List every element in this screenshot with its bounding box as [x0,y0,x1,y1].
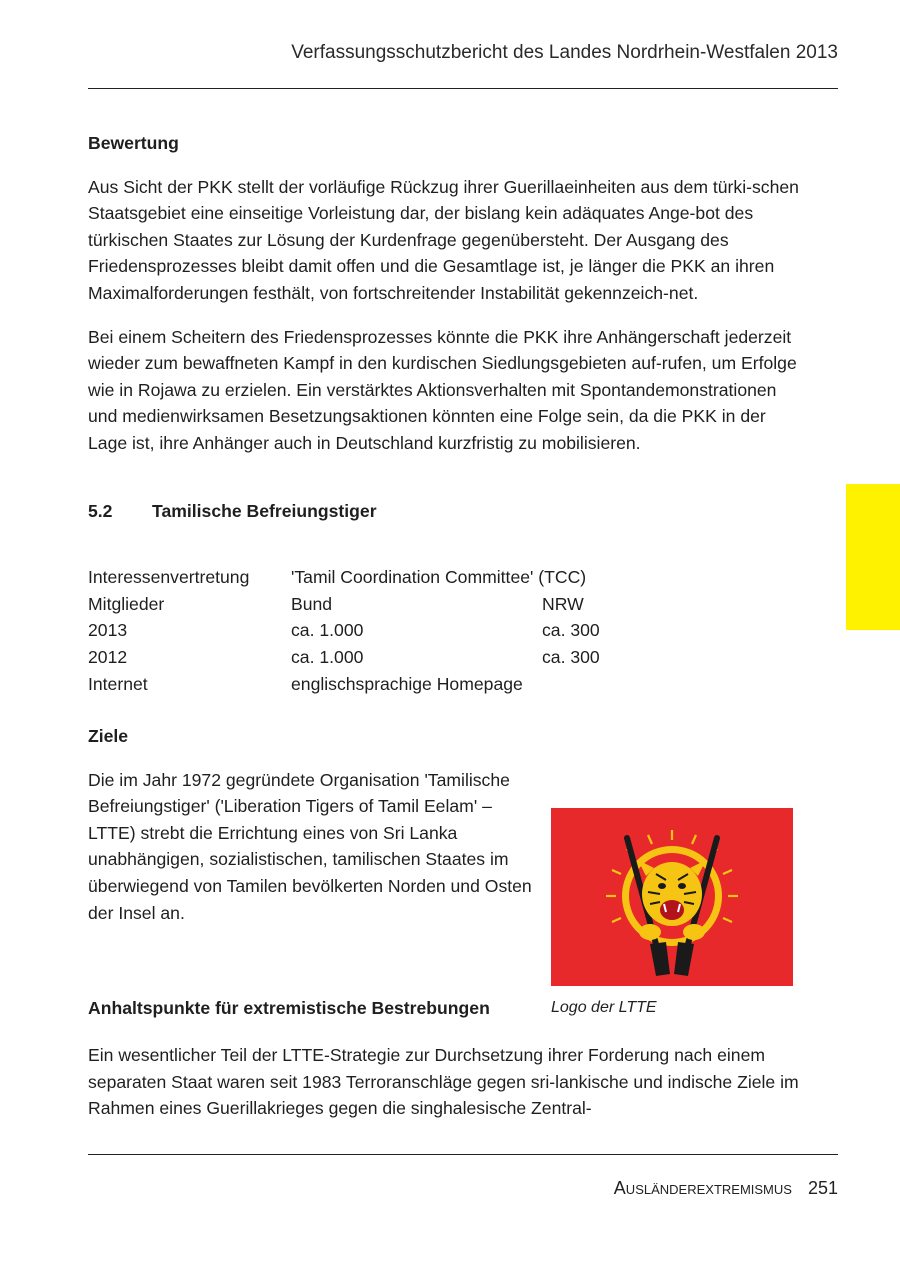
table-cell: ca. 1.000 [291,620,364,641]
anhaltspunkte-heading: Anhaltspunkte für extremistische Bestrebungen [88,998,490,1018]
running-header: Verfassungsschutzbericht des Landes Nordrhein-Westfalen 2013 [291,42,838,63]
table-cell: Mitglieder [88,593,165,614]
table-cell: Internet [88,673,148,694]
page-number: 251 [807,1178,838,1198]
header-rule [88,88,838,89]
image-caption: Logo der LTTE [551,999,657,1016]
anhaltspunkte-paragraph: Ein wesentlicher Teil der LTTE-Strategie zur Durchsetzung ihrer Forderung nach einem separaten Staat waren seit 1983 Terroranschläge gegen sri-lankische und indische Ziele im Rahmen eines Guerillakrieges gegen die singhalesische Zentral- [88,1045,799,1119]
section-title: Tamilische Befreiungstiger [152,500,377,521]
table-row [88,644,612,671]
table-row [88,591,612,618]
table-cell: NRW [542,593,584,614]
chapter-tab-marker [846,484,900,630]
footer-chapter: Ausländerextremismus [613,1178,792,1198]
main-content [88,130,808,926]
bewertung-paragraph-2: Bei einem Scheitern des Friedensprozesses könnte die PKK ihre Anhängerschaft jederzeit wieder zum bewaffneten Kampf in den kurdischen Siedlungsgebieten auf-rufen, um Erfolge wie in Rojawa zu erzielen. Ein verstärktes Aktionsverhalten mit Spontandemonstrationen und medienwirksamen Besetzungsaktionen könnten eine Folge sein, da die PKK in der Lage ist, ihre Anhänger auch in Deutschland kurzfristig zu mobilisieren. [88,326,797,453]
table-row [88,671,612,698]
section-heading [88,498,808,525]
footer-rule [88,1154,838,1155]
facts-table [88,564,612,697]
table-cell: Interessenvertretung [88,567,250,588]
bewertung-heading: Bewertung [88,133,179,153]
table-row [88,617,612,644]
table-cell: Bund [291,593,333,614]
ltte-flag-tiger-icon [551,808,793,986]
table-cell: 'Tamil Coordination Committee' (TCC) [291,567,587,588]
table-cell: ca. 1.000 [291,646,364,667]
page-footer [614,1178,838,1199]
table-cell: englischsprachige Homepage [291,673,523,694]
ziele-paragraph: Die im Jahr 1972 gegründete Organisation 'Tamilische Befreiungstiger' ('Liberation Tigers of Tamil Eelam' – LTTE) strebt die Errichtung eines von Sri Lanka unabhängigen, sozialistischen, tamilischen Staates im überwiegend von Tamilen bevölkerten Norden und Osten der Insel an. [88,769,532,923]
table-cell: ca. 300 [542,620,600,641]
table-cell: 2012 [88,646,128,667]
table-cell: ca. 300 [542,646,600,667]
bewertung-paragraph-1: Aus Sicht der PKK stellt der vorläufige Rückzug ihrer Guerillaeinheiten aus dem türki-schen Staatsgebiet eine einseitige Vorleistung dar, der bislang kein adäquates Ange-bot des türkischen Staates zur Lösung der Kurdenfrage gegenübersteht. Der Ausgang des Friedensprozesses bleibt damit offen und die Gesamtlage ist, je länger die PKK an ihren Maximalforderungen festhält, von fortschreitender Instabilität gekennzeich-net. [88,176,799,303]
table-cell: 2013 [88,620,128,641]
table-row [88,564,612,591]
ltte-flag-image [551,808,793,986]
ziele-heading: Ziele [88,726,129,747]
section-number: 5.2 [88,500,113,521]
